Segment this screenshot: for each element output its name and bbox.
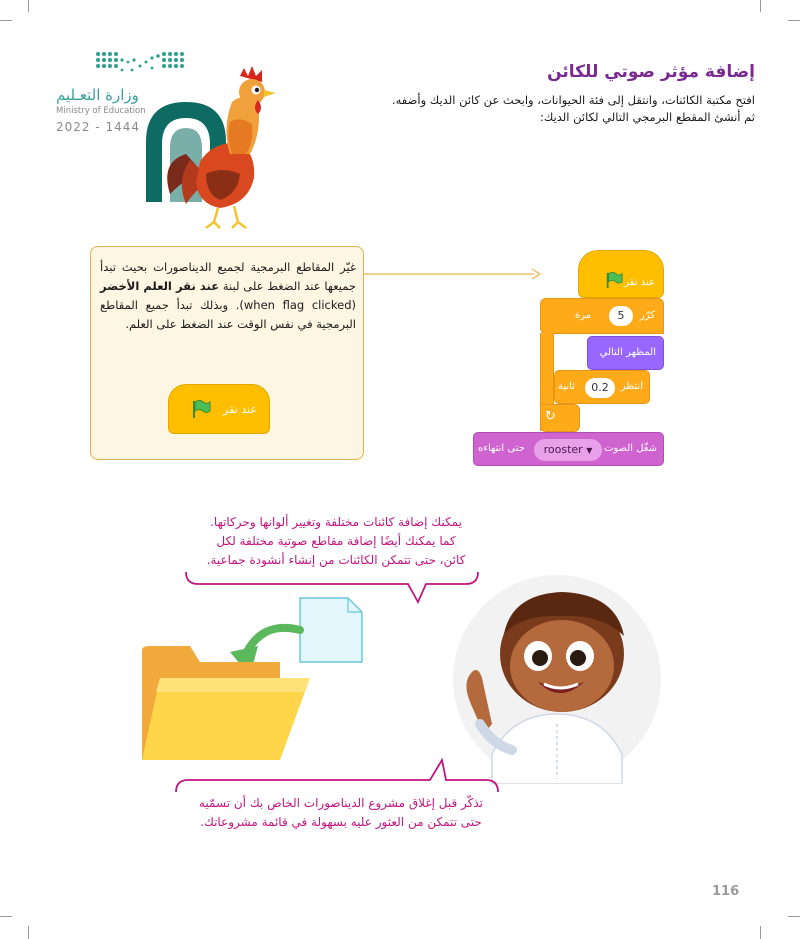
- speech-bubble-bottom-outline: [172, 758, 502, 798]
- bubble-top-line-3: كائن، حتى تتمكن الكائنات من إنشاء أنشودة جماعية.: [206, 553, 466, 567]
- sound-select-value: rooster: [543, 443, 583, 456]
- note-text-part-1: غيّر المقاطع البرمجية لجميع الديناصورات بحيث تبدأ جميعها عند الضغط على لبنة: [100, 260, 356, 293]
- page-number: 116: [712, 884, 740, 899]
- when-flag-clicked-label: عند نقر: [223, 403, 257, 416]
- next-costume-block[interactable]: [587, 336, 664, 370]
- crop-mark: [28, 926, 29, 939]
- bubble-bottom-line-1: تذكّر قبل إغلاق مشروع الديناصورات الخاص بك أن تسمّيه: [199, 796, 483, 810]
- play-sound-until-done-block[interactable]: [473, 432, 664, 466]
- crop-mark: [788, 20, 800, 21]
- repeat-block-bottom: [540, 404, 580, 432]
- crop-mark: [760, 926, 761, 939]
- ministry-name-en: Ministry of Education: [56, 106, 146, 116]
- crop-mark: [0, 916, 12, 917]
- crop-mark: [760, 0, 761, 12]
- document-icon: [300, 598, 362, 662]
- repeat-block[interactable]: [540, 298, 664, 334]
- section-title: إضافة مؤثر صوتي للكائن: [547, 62, 755, 82]
- rooster-icon: [140, 62, 282, 230]
- loop-arrow-icon: ↻: [545, 409, 556, 424]
- repeat-times-label: مرة: [575, 310, 592, 321]
- connector-arrow: [364, 266, 544, 282]
- repeat-count-input[interactable]: 5: [609, 306, 633, 326]
- wait-block[interactable]: [554, 370, 650, 404]
- hat-block-label: عند نقر: [624, 277, 655, 288]
- folder-icon: [140, 590, 370, 770]
- intro-line-1: افتح مكتبة الكائنات، وانتقل إلى فئة الحيوانات، وابحث عن كائن الديك وأضفه.: [391, 93, 755, 107]
- green-flag-icon: [191, 399, 211, 419]
- crop-mark: [28, 0, 29, 12]
- wait-label: انتظر: [620, 381, 643, 392]
- wait-seconds-input[interactable]: 0.2: [585, 378, 615, 398]
- intro-text: [300, 92, 755, 126]
- crop-mark: [0, 20, 12, 21]
- dropdown-arrow-icon: ▼: [586, 446, 593, 455]
- until-done-label: حتى انتهاءه: [478, 443, 525, 454]
- bubble-top-line-1: يمكنك إضافة كائنات مختلفة وتغيير ألوانها وحركاتها.: [210, 515, 462, 529]
- sound-select-dropdown[interactable]: [534, 439, 602, 461]
- ministry-year: 2022 - 1444: [56, 120, 141, 134]
- green-flag-icon: [605, 271, 623, 289]
- next-costume-label: المظهر التالي: [599, 347, 656, 358]
- note-text: [100, 258, 356, 334]
- crop-mark: [788, 916, 800, 917]
- repeat-label: كرّر: [639, 310, 655, 321]
- boy-character-icon: [452, 574, 662, 784]
- ministry-name-ar: وزارة التعـليم: [56, 86, 139, 104]
- bubble-bottom-line-2: حتى تتمكن من العثور عليه بسهولة في قائمة مشروعاتك.: [200, 815, 482, 829]
- hat-block-when-flag-clicked[interactable]: [578, 250, 664, 298]
- note-text-bold: عند نقر العلم الأخضر: [100, 279, 220, 293]
- bubble-top-line-2: كما يمكنك أيضًا إضافة مقاطع صوتية مختلفة لكل: [216, 534, 456, 548]
- intro-line-2: ثم أنشئ المقطع البرمجي التالي لكائن الديك:: [539, 110, 755, 124]
- wait-seconds-label: ثانية: [558, 381, 575, 392]
- play-sound-label: شغّل الصوت: [603, 443, 657, 454]
- speech-bubble-bottom-text: [186, 794, 496, 832]
- when-flag-clicked-block[interactable]: [168, 384, 270, 434]
- note-text-part-2: (when flag clicked). وبذلك تبدأ جميع المقاطع البرمجية في نفس الوقت عند الضغط على العلم.: [100, 298, 357, 331]
- speech-bubble-top-text: [196, 513, 476, 570]
